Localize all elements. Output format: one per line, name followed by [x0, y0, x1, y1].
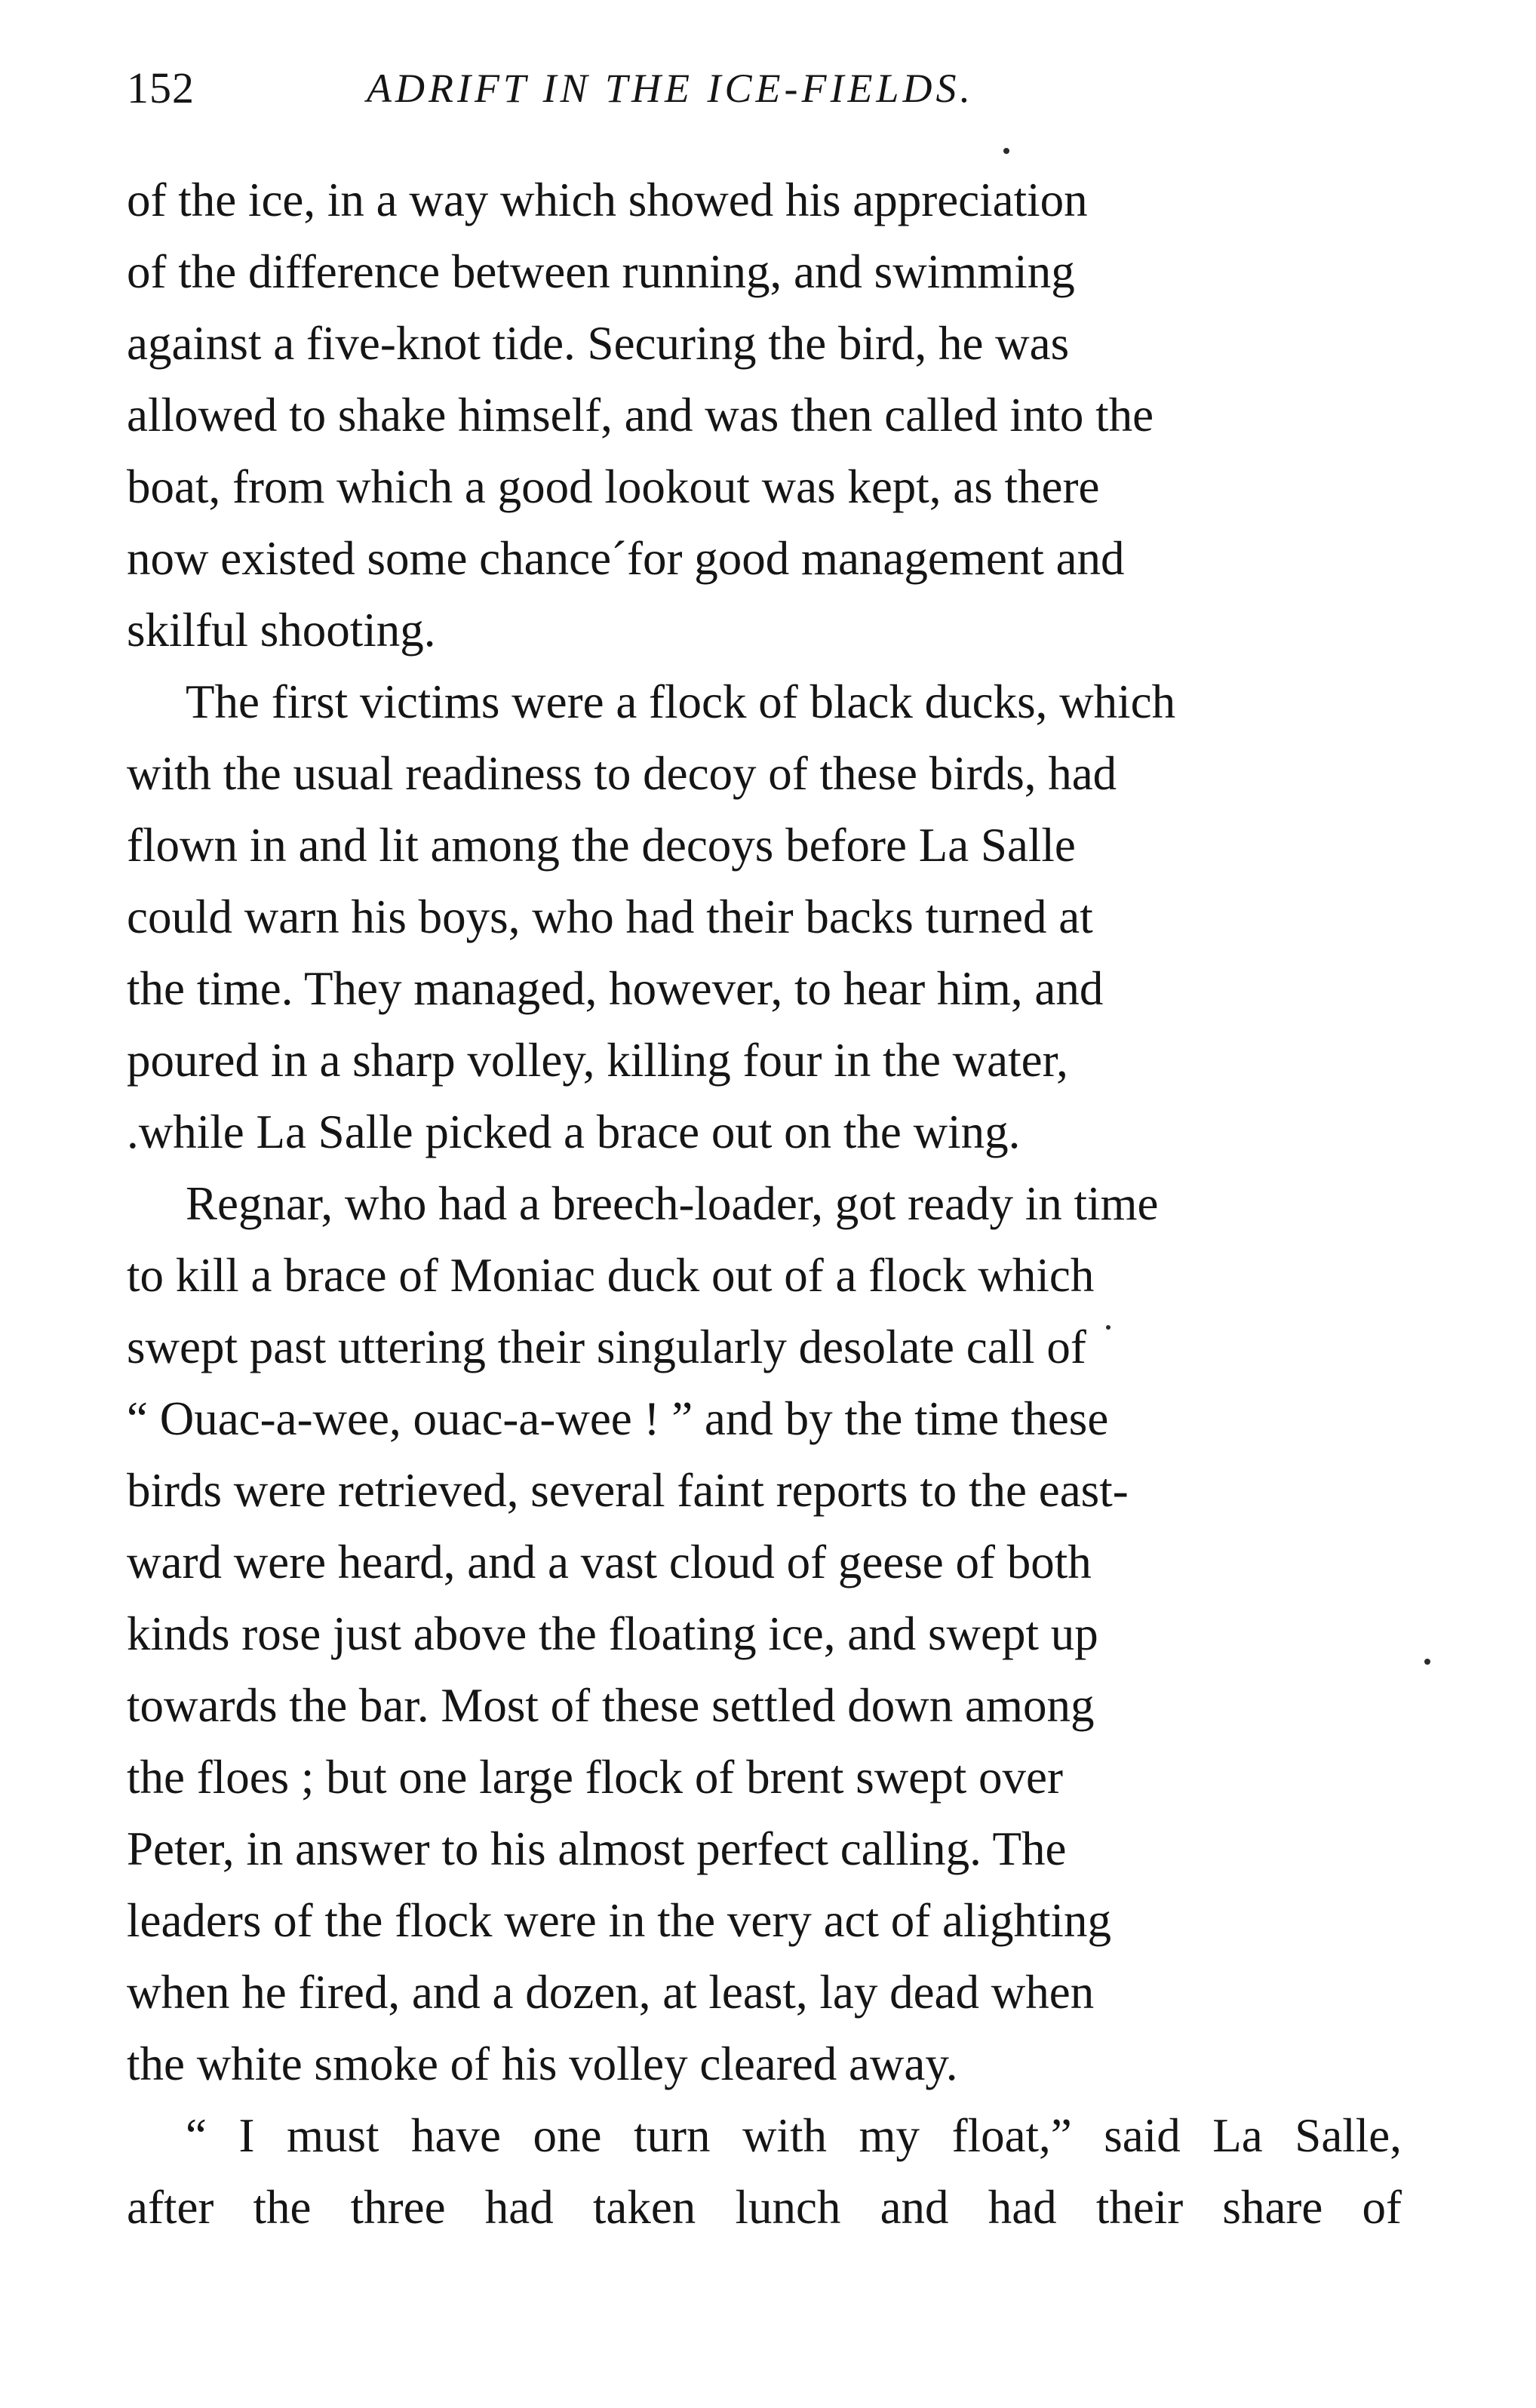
- text-line: Regnar, who had a breech-loader, got ready in time: [186, 1177, 1159, 1230]
- page-header: [127, 54, 1402, 122]
- text-line: to kill a brace of Moniac duck out of a flock which: [127, 1249, 1095, 1302]
- text-line: when he fired, and a dozen, at least, lay dead when: [127, 1966, 1095, 2019]
- text-line: could warn his boys, who had their backs turned at: [127, 890, 1093, 943]
- paragraph-2: [127, 666, 1402, 1168]
- text-line: of the difference between running, and swimming: [127, 245, 1075, 298]
- text-line: of the ice, in a way which showed his appreciation: [127, 174, 1088, 226]
- text-line: the floes ; but one large flock of brent swept over: [127, 1751, 1063, 1804]
- text-line: The first victims were a flock of black ducks, which: [186, 675, 1176, 728]
- text-line: .while La Salle picked a brace out on the wing.: [127, 1106, 1021, 1158]
- text-line: swept past uttering their singularly desolate call of: [127, 1321, 1086, 1373]
- text-line: the time. They managed, however, to hear him, and: [127, 962, 1104, 1015]
- text-line: towards the bar. Most of these settled down among: [127, 1679, 1095, 1732]
- text-line: the white smoke of his volley cleared away.: [127, 2037, 958, 2090]
- text-line: skilful shooting.: [127, 604, 436, 657]
- text-line: after the three had taken lunch and had their share of: [127, 2181, 1402, 2234]
- print-speck: [1003, 148, 1009, 154]
- text-line: with the usual readiness to decoy of these birds, had: [127, 747, 1117, 800]
- text-line: ward were heard, and a vast cloud of geese of both: [127, 1536, 1092, 1588]
- text-line: against a five-knot tide. Securing the bird, he was: [127, 317, 1070, 370]
- text-line: leaders of the flock were in the very act of alighting: [127, 1894, 1111, 1947]
- text-line: “ I must have one turn with my float,” said La Salle,: [186, 2109, 1402, 2162]
- text-line: boat, from which a good lookout was kept, as there: [127, 460, 1100, 513]
- body-text: [127, 165, 1402, 2243]
- text-line: poured in a sharp volley, killing four in the water,: [127, 1034, 1068, 1087]
- text-line: flown in and lit among the decoys before La Salle: [127, 819, 1076, 872]
- text-line: Peter, in answer to his almost perfect calling. The: [127, 1822, 1067, 1875]
- running-title: ADRIFT IN THE ICE-FIELDS.: [367, 66, 974, 111]
- text-line: allowed to shake himself, and was then called into the: [127, 389, 1154, 441]
- text-line: “ Ouac-a-wee, ouac-a-wee ! ” and by the time these: [127, 1392, 1109, 1445]
- paragraph-4: [127, 2100, 1402, 2243]
- print-speck: [1424, 1659, 1430, 1665]
- paragraph-3: [127, 1168, 1402, 2100]
- text-line: now existed some chance´for good management and: [127, 532, 1125, 585]
- text-line: birds were retrieved, several faint reports to the east-: [127, 1464, 1129, 1517]
- text-line: kinds rose just above the floating ice, and swept up: [127, 1607, 1098, 1660]
- page-number: 152: [127, 63, 195, 112]
- paragraph-1: [127, 165, 1402, 666]
